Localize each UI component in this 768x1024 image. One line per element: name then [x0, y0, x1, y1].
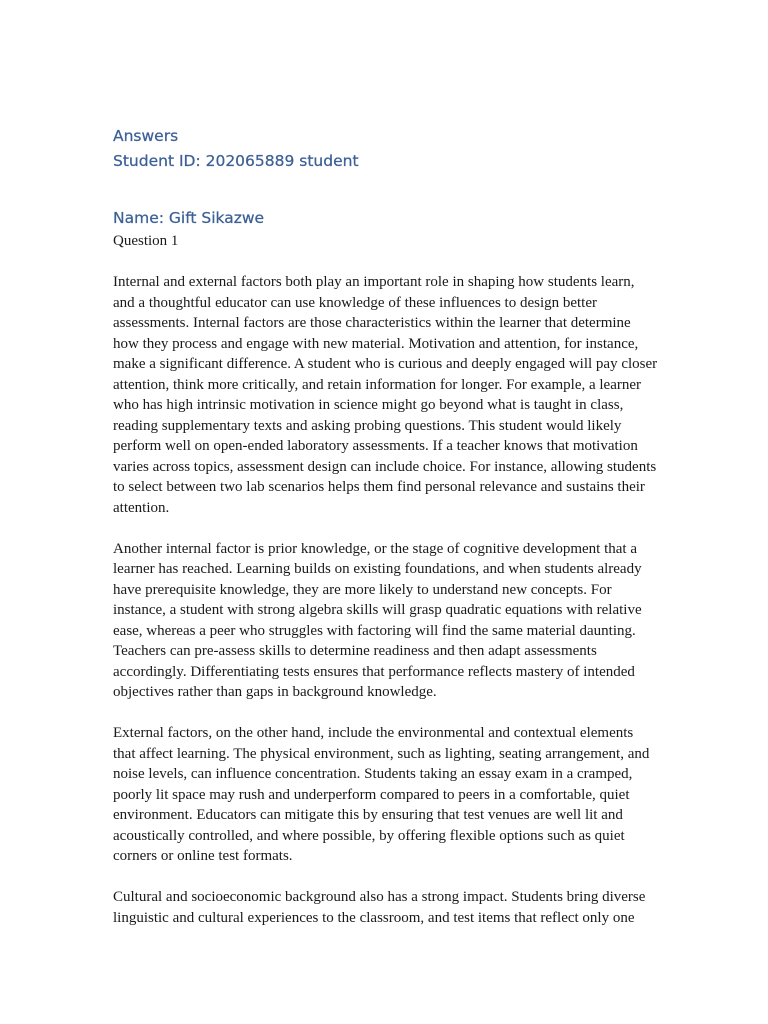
- student-id-heading: Student ID: 202065889 student: [113, 152, 359, 170]
- paragraph-3: External factors, on the other hand, include the environmental and contextual elements that affect learning. The physical environment, such as lighting, seating arrangement, and noise levels, can influence concentration. Students taking an essay exam in a cramped, poorly lit space may rush and underperform compared to peers in a comfortable, quiet environment. Educators can mitigate this by ensuring that test venues are well lit and acoustically controlled, and where possible, by offering flexible options such as quiet corners or online test formats.: [113, 725, 650, 864]
- question-label: Question 1: [113, 233, 179, 249]
- document-page: [113, 124, 658, 928]
- paragraph-4: Cultural and socioeconomic background also has a strong impact. Students bring diverse linguistic and cultural experiences to the classroom, and test items that reflect only one: [113, 889, 646, 926]
- paragraph-2: Another internal factor is prior knowledge, or the stage of cognitive development that a learner has reached. Learning builds on existing foundations, and when students already have prerequisite knowledge, they are more likely to understand new concepts. For instance, a student with strong algebra skills will grasp quadratic equations with relative ease, whereas a peer who struggles with factoring will find the same material daunting. Teachers can pre-assess skills to determine readiness and then adapt assessments accordingly. Differentiating tests ensures that performance reflects mastery of intended objectives rather than gaps in background knowledge.: [113, 540, 642, 700]
- student-name-heading: Name: Gift Sikazwe: [113, 209, 265, 227]
- document-title: Answers: [113, 127, 179, 145]
- paragraph-1: Internal and external factors both play an important role in shaping how students learn, and a thoughtful educator can use knowledge of these influences to design better assessments. Internal factors are those characteristics within the learner that determine how they process and engage with new material. Motivation and attention, for instance, make a significant difference. A student who is curious and deeply engaged will pay closer attention, think more critically, and retain information for longer. For example, a learner who has high intrinsic motivation in science might go beyond what is taught in class, reading supplementary texts and asking probing questions. This student would likely perform well on open-ended laboratory assessments. If a teacher knows that motivation varies across topics, assessment design can include choice. For instance, allowing students to select between two lab scenarios helps them find personal relevance and sustains their attention.: [113, 274, 658, 516]
